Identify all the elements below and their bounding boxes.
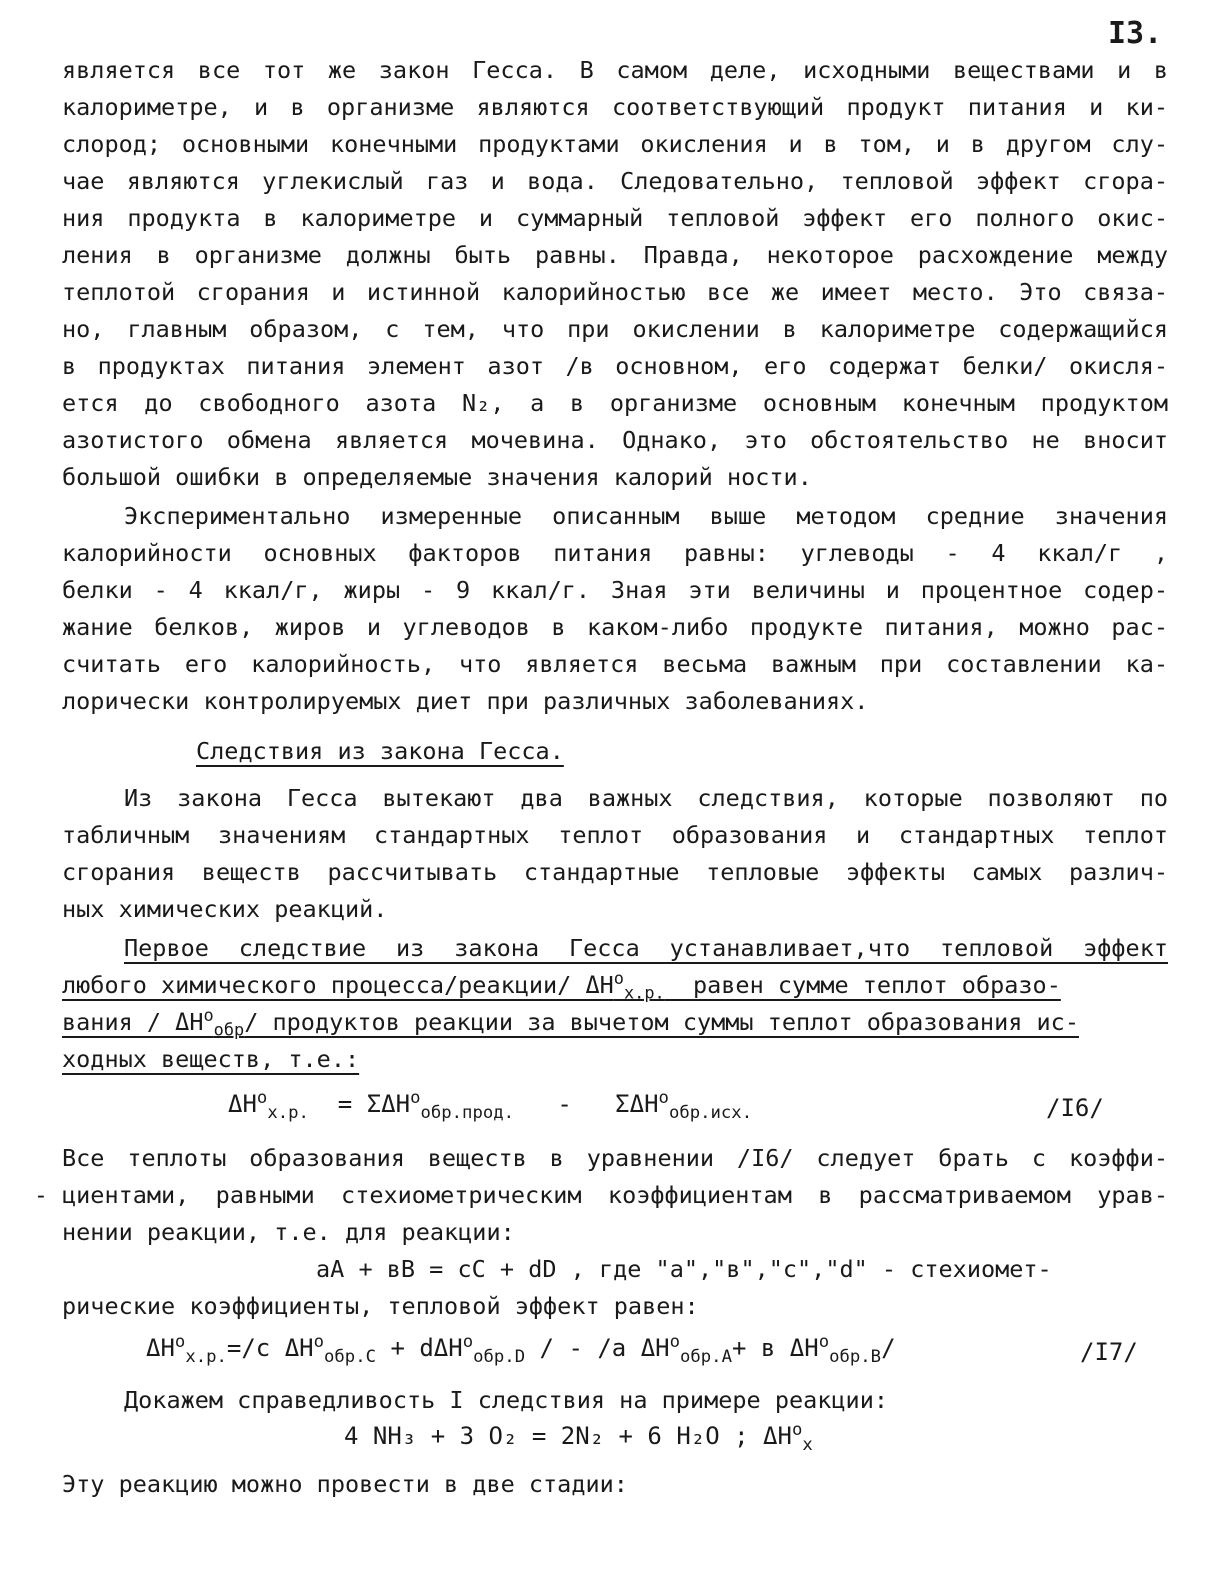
text-fragment: вания / ΔH: [62, 1008, 204, 1036]
text-line: табличным значениям стандартных теплот образования и стандартных теплот: [62, 821, 1168, 849]
reaction-example: 4 NH₃ + 3 O₂ = 2N₂ + 6 H₂O ; $\Delta H^o_x$: [344, 1420, 813, 1455]
equation-number: /I6/: [1046, 1094, 1104, 1122]
subscript: обр.А: [680, 1346, 732, 1367]
equation-number: /I7/: [1080, 1338, 1138, 1366]
formula-17: $\Delta H^o_{x.p.}=/c$ $\Delta H^o_{обр.С} + d\Delta H^o_{обр.D}$ / - /a $\Delta H^o_{обр.А}+ в$ $\Delta H^o_{обр.В}/$: [146, 1332, 896, 1367]
text-line: считать его калорийность, что является весьма важным при составлении ка-: [62, 650, 1168, 678]
text-line: ления в организме должны быть равны. Правда, некоторое расхождение между: [62, 241, 1168, 269]
text-line-underlined: вания / $\Delta H^o_{обр}/$ продуктов реакции за вычетом суммы теплот образования ис-: [62, 1005, 1079, 1040]
subscript: обр.С: [324, 1346, 376, 1367]
text-line: Экспериментально измеренные описанным выше методом средние значения: [124, 502, 1168, 530]
text-line: ных химических реакций.: [62, 895, 388, 923]
subscript: x: [802, 1434, 813, 1455]
subscript: x.p.: [623, 982, 665, 1003]
text-line: аА + вВ = сС + dD , где "а","в","с","d" - стехиомет-: [316, 1255, 1052, 1283]
text-fragment: равен сумме теплот образо-: [692, 971, 1061, 999]
margin-mark: -: [34, 1183, 48, 1209]
text-line: ния продукта в калориметре и суммарный тепловой эффект его полного окис-: [62, 204, 1168, 232]
text-fragment: / продуктов реакции за вычетом суммы теплот образования ис-: [244, 1008, 1079, 1036]
text-fragment: любого химического процесса/реакции/ ΔH: [62, 971, 614, 999]
subscript: обр.прод.: [420, 1102, 515, 1123]
text-line: слород; основными конечными продуктами окисления и в том, и в другом слу-: [62, 130, 1168, 158]
subscript: x.p.: [185, 1346, 227, 1367]
subscript: обр.В: [829, 1346, 882, 1367]
text-line: большой ошибки в определяемые значения калорий ности.: [62, 463, 812, 491]
text-line: чае являются углекислый газ и вода. Следовательно, тепловой эффект сгора-: [62, 167, 1168, 195]
section-heading: Следствия из закона Гесса.: [196, 737, 564, 765]
text-line: ется до свободного азота N₂, а в организме основным конечным продуктом: [62, 389, 1168, 417]
text-line: калорийности основных факторов питания равны: углеводы - 4 ккал/г ,: [62, 539, 1168, 567]
subscript: обр.D: [473, 1346, 526, 1367]
page-number: I3.: [1108, 16, 1163, 51]
text-line: Докажем справедливость I следствия на примере реакции:: [124, 1386, 889, 1414]
formula-16: $\Delta H^o_{x.p.} = \Sigma\Delta H^o_{обр.прод.} - \Sigma\Delta H^o_{обр.исх.}$: [228, 1088, 753, 1123]
text-line: жание белков, жиров и углеводов в каком-либо продукте питания, можно рас-: [62, 613, 1168, 641]
text-line: в продуктах питания элемент азот /в основном, его содержат белки/ окисля-: [62, 352, 1168, 380]
text-line: теплотой сгорания и истинной калорийностью все же имеет место. Это связа-: [62, 278, 1168, 306]
subscript: обр.исх.: [668, 1102, 753, 1123]
text-line: азотистого обмена является мочевина. Однако, это обстоятельство не вносит: [62, 426, 1168, 454]
text-line: Все теплоты образования веществ в уравнении /I6/ следует брать с коэффи-: [62, 1144, 1168, 1172]
text-line: рические коэффициенты, тепловой эффект равен:: [62, 1292, 699, 1320]
text-line: Эту реакцию можно провести в две стадии:: [62, 1470, 628, 1498]
text-line: сгорания веществ рассчитывать стандартные тепловые эффекты самых различ-: [62, 858, 1168, 886]
text-line: белки - 4 ккал/г, жиры - 9 ккал/г. Зная эти величины и процентное содер-: [62, 576, 1168, 604]
text-line: калориметре, и в организме являются соответствующий продукт питания и ки-: [62, 93, 1168, 121]
text-line: нении реакции, т.е. для реакции:: [62, 1218, 515, 1246]
text-line: является все тот же закон Гесса. В самом деле, исходными веществами и в: [62, 56, 1168, 84]
text-line: лорически контролируемых диет при различных заболеваниях.: [62, 687, 869, 715]
text-line: Из закона Гесса вытекают два важных следствия, которые позволяют по: [124, 784, 1168, 812]
text-line-underlined: Первое следствие из закона Гесса устанавливает,что тепловой эффект: [124, 934, 1168, 962]
text-line-underlined: любого химического процесса/реакции/ $\Delta H^o_{x.p.}$ равен сумме теплот образо-: [62, 968, 1061, 1003]
text-line-underlined: ходных веществ, т.е.:: [62, 1045, 360, 1073]
text-line: но, главным образом, с тем, что при окислении в калориметре содержащийся: [62, 315, 1168, 343]
subscript: x.p.: [267, 1102, 309, 1123]
text-line: циентами, равными стехиометрическим коэффициентам в рассматриваемом урав-: [62, 1181, 1168, 1209]
subscript: обр: [213, 1019, 245, 1040]
text-fragment: 4 NH₃ + 3 O₂ = 2N₂ + 6 H₂O ; ΔH: [344, 1422, 792, 1450]
